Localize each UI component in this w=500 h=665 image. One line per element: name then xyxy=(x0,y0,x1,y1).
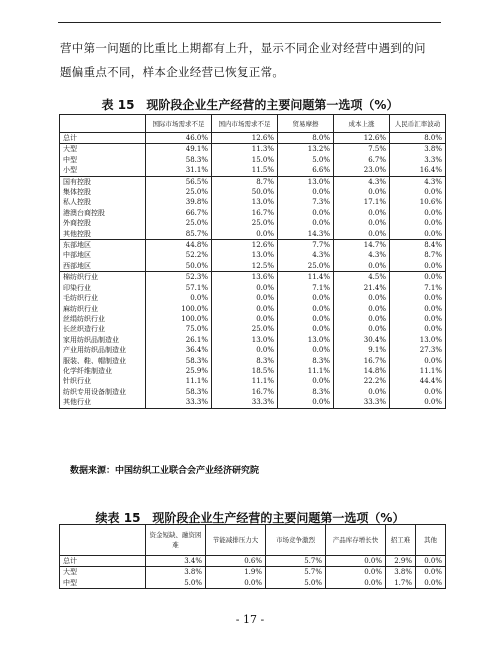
table-cell: 4.3% xyxy=(334,250,390,260)
table-cell: 13.6% xyxy=(212,272,278,283)
table-cell: 0.0% xyxy=(390,208,446,218)
table-cell: 1.7% xyxy=(386,578,416,589)
table-cell: 12.6% xyxy=(334,133,390,144)
table-cell: 0.0% xyxy=(334,261,390,272)
table-cell: 11.4% xyxy=(278,272,334,283)
row-label: 印染行业 xyxy=(60,283,146,293)
table-cell: 0.0% xyxy=(390,356,446,366)
table-cell: 0.0% xyxy=(278,345,334,355)
table-cell: 0.0% xyxy=(146,293,212,303)
table-row xyxy=(60,314,446,324)
table-cell: 0.0% xyxy=(390,293,446,303)
table-cell: 8.7% xyxy=(212,176,278,187)
table-cell: 33.3% xyxy=(334,397,390,408)
table-15-caption: 表 15 现阶段企业生产经营的主要问题第一选项（%） xyxy=(101,98,399,112)
table-cell: 16.4% xyxy=(390,165,446,176)
table-cell: 0.0% xyxy=(212,304,278,314)
table-cell: 5.0% xyxy=(266,578,326,589)
table-15-header-4: 成本上涨 xyxy=(334,115,390,133)
table-cell: 0.0% xyxy=(390,261,446,272)
table-cell: 7.5% xyxy=(334,144,390,155)
table-cell: 14.3% xyxy=(278,229,334,240)
table-cell: 0.0% xyxy=(390,218,446,228)
table-cell: 0.0% xyxy=(212,283,278,293)
table-row xyxy=(60,293,446,303)
table-cell: 0.0% xyxy=(390,397,446,408)
table-cell: 0.0% xyxy=(278,293,334,303)
row-label: 中型 xyxy=(60,155,146,165)
table-row xyxy=(60,208,446,218)
table-cell: 100.0% xyxy=(146,314,212,324)
table-cell: 11.1% xyxy=(390,366,446,376)
table-cell: 0.0% xyxy=(326,556,386,567)
top-rule xyxy=(58,22,441,23)
table-cell: 39.8% xyxy=(146,197,212,207)
table-cell: 14.7% xyxy=(334,240,390,251)
table-cell: 11.1% xyxy=(278,366,334,376)
table-cell: 0.0% xyxy=(212,345,278,355)
table-row xyxy=(60,567,446,578)
table-15 xyxy=(59,114,446,409)
table-cell: 4.3% xyxy=(334,176,390,187)
row-label: 中型 xyxy=(60,578,146,589)
row-label: 丝绢纺织行业 xyxy=(60,314,146,324)
table-cell: 31.1% xyxy=(146,165,212,176)
table-cell: 0.0% xyxy=(326,578,386,589)
row-label: 西部地区 xyxy=(60,261,146,272)
row-label: 服装、鞋、帽制造业 xyxy=(60,356,146,366)
table-cell: 16.7% xyxy=(334,356,390,366)
table-cell: 36.4% xyxy=(146,345,212,355)
row-label: 棉纺织行业 xyxy=(60,272,146,283)
table-row xyxy=(60,376,446,386)
row-label: 港澳台商控股 xyxy=(60,208,146,218)
table-15c-header-5: 招工难 xyxy=(386,525,416,556)
row-label: 东部地区 xyxy=(60,240,146,251)
table-cell: 3.8% xyxy=(390,144,446,155)
table-cell: 6.7% xyxy=(334,155,390,165)
table-15-header-3: 贸易摩擦 xyxy=(278,115,334,133)
table-cell: 58.3% xyxy=(146,387,212,397)
table-row xyxy=(60,556,446,567)
table-cell: 44.8% xyxy=(146,240,212,251)
table-15-header-2: 国内市场需求不足 xyxy=(212,115,278,133)
table-15-continued-caption: 续表 15 现阶段企业生产经营的主要问题第一选项（%） xyxy=(95,511,405,525)
table-cell: 16.7% xyxy=(212,387,278,397)
row-label: 其他控股 xyxy=(60,229,146,240)
table-row xyxy=(60,165,446,176)
table-row xyxy=(60,324,446,334)
page-number: - 17 - xyxy=(235,613,265,626)
table-cell: 8.3% xyxy=(278,356,334,366)
table-cell: 0.0% xyxy=(390,324,446,334)
table-cell: 11.3% xyxy=(212,144,278,155)
table-cell: 0.0% xyxy=(334,304,390,314)
table-cell: 0.0% xyxy=(334,293,390,303)
table-cell: 8.0% xyxy=(278,133,334,144)
table-cell: 85.7% xyxy=(146,229,212,240)
row-label: 针织行业 xyxy=(60,376,146,386)
row-label: 中部地区 xyxy=(60,250,146,260)
table-cell: 17.1% xyxy=(334,197,390,207)
table-cell: 25.0% xyxy=(212,218,278,228)
table-15-continued-body xyxy=(60,556,446,589)
table-cell: 13.0% xyxy=(212,335,278,345)
table-cell: 4.5% xyxy=(334,272,390,283)
table-cell: 15.0% xyxy=(212,155,278,165)
table-cell: 0.6% xyxy=(206,556,266,567)
table-row xyxy=(60,155,446,165)
table-cell: 3.8% xyxy=(146,567,206,578)
table-row xyxy=(60,304,446,314)
table-cell: 13.2% xyxy=(278,144,334,155)
table-row xyxy=(60,144,446,155)
table-cell: 25.0% xyxy=(146,187,212,197)
row-label: 纺织专用设备制造业 xyxy=(60,387,146,397)
table-cell: 7.3% xyxy=(278,197,334,207)
table-row xyxy=(60,250,446,260)
table-cell: 25.0% xyxy=(212,324,278,334)
row-label: 家用纺织品制造业 xyxy=(60,335,146,345)
table-cell: 33.3% xyxy=(212,397,278,408)
table-cell: 12.6% xyxy=(212,133,278,144)
table-cell: 8.7% xyxy=(390,250,446,260)
row-label: 毛纺织行业 xyxy=(60,293,146,303)
table-cell: 10.6% xyxy=(390,197,446,207)
table-cell: 23.0% xyxy=(334,165,390,176)
table-cell: 0.0% xyxy=(416,578,446,589)
table-cell: 4.3% xyxy=(278,250,334,260)
table-cell: 52.2% xyxy=(146,250,212,260)
data-source: 数据来源：中国纺织工业联合会产业经济研究院 xyxy=(70,466,260,476)
table-cell: 0.0% xyxy=(390,229,446,240)
table-cell: 12.6% xyxy=(212,240,278,251)
table-cell: 13.0% xyxy=(278,176,334,187)
table-15c-header-2: 节能减排压力大 xyxy=(206,525,266,556)
table-row xyxy=(60,240,446,251)
table-cell: 0.0% xyxy=(390,314,446,324)
table-cell: 0.0% xyxy=(278,397,334,408)
table-cell: 12.5% xyxy=(212,261,278,272)
table-cell: 0.0% xyxy=(390,187,446,197)
table-cell: 16.7% xyxy=(212,208,278,218)
table-cell: 7.7% xyxy=(278,240,334,251)
table-15-header-1: 国际市场需求不足 xyxy=(146,115,212,133)
table-cell: 46.0% xyxy=(146,133,212,144)
table-cell: 0.0% xyxy=(278,324,334,334)
row-label: 私人控股 xyxy=(60,197,146,207)
table-cell: 0.0% xyxy=(334,314,390,324)
row-label: 总计 xyxy=(60,556,146,567)
table-cell: 26.1% xyxy=(146,335,212,345)
row-label: 大型 xyxy=(60,144,146,155)
table-cell: 0.0% xyxy=(390,272,446,283)
table-cell: 0.0% xyxy=(212,293,278,303)
table-cell: 30.4% xyxy=(334,335,390,345)
paragraph-line-2: 题偏重点不同，样本企业经营已恢复正常。 xyxy=(60,65,285,79)
table-row xyxy=(60,335,446,345)
table-row xyxy=(60,387,446,397)
row-label: 大型 xyxy=(60,567,146,578)
table-cell: 27.3% xyxy=(390,345,446,355)
table-cell: 13.0% xyxy=(212,250,278,260)
table-cell: 7.1% xyxy=(390,283,446,293)
table-15c-header-4: 产品库存增长快 xyxy=(326,525,386,556)
table-row xyxy=(60,133,446,144)
table-cell: 22.2% xyxy=(334,376,390,386)
table-cell: 58.3% xyxy=(146,155,212,165)
row-label: 总计 xyxy=(60,133,146,144)
table-cell: 0.0% xyxy=(334,387,390,397)
table-cell: 0.0% xyxy=(390,387,446,397)
table-cell: 66.7% xyxy=(146,208,212,218)
table-cell: 57.1% xyxy=(146,283,212,293)
table-cell: 0.0% xyxy=(278,314,334,324)
table-15c-header-3: 市场竞争激烈 xyxy=(266,525,326,556)
table-cell: 6.6% xyxy=(278,165,334,176)
table-cell: 58.3% xyxy=(146,356,212,366)
table-cell: 0.0% xyxy=(334,208,390,218)
table-cell: 25.0% xyxy=(146,218,212,228)
table-cell: 18.5% xyxy=(212,366,278,376)
table-cell: 8.3% xyxy=(278,387,334,397)
row-label: 其他行业 xyxy=(60,397,146,408)
table-row xyxy=(60,578,446,589)
table-cell: 5.7% xyxy=(266,567,326,578)
table-row xyxy=(60,176,446,187)
table-cell: 52.3% xyxy=(146,272,212,283)
table-cell: 0.0% xyxy=(390,304,446,314)
table-cell: 0.0% xyxy=(278,208,334,218)
table-cell: 13.0% xyxy=(390,335,446,345)
table-cell: 5.7% xyxy=(266,556,326,567)
table-cell: 11.1% xyxy=(212,376,278,386)
table-15-body xyxy=(60,133,446,409)
table-cell: 0.0% xyxy=(334,218,390,228)
table-row xyxy=(60,356,446,366)
table-15-header-0 xyxy=(60,115,146,133)
table-cell: 3.3% xyxy=(390,155,446,165)
table-row xyxy=(60,197,446,207)
table-row xyxy=(60,366,446,376)
table-cell: 11.5% xyxy=(212,165,278,176)
table-cell: 0.0% xyxy=(416,567,446,578)
table-cell: 50.0% xyxy=(146,261,212,272)
table-cell: 3.4% xyxy=(146,556,206,567)
table-cell: 0.0% xyxy=(334,187,390,197)
table-cell: 0.0% xyxy=(278,218,334,228)
table-cell: 0.0% xyxy=(334,324,390,334)
table-cell: 44.4% xyxy=(390,376,446,386)
table-row xyxy=(60,261,446,272)
table-cell: 8.4% xyxy=(390,240,446,251)
table-cell: 7.1% xyxy=(278,283,334,293)
table-cell: 9.1% xyxy=(334,345,390,355)
table-cell: 25.9% xyxy=(146,366,212,376)
table-cell: 3.8% xyxy=(386,567,416,578)
table-row xyxy=(60,187,446,197)
table-cell: 5.0% xyxy=(146,578,206,589)
row-label: 集体控股 xyxy=(60,187,146,197)
table-cell: 0.0% xyxy=(278,304,334,314)
table-cell: 21.4% xyxy=(334,283,390,293)
row-label: 小型 xyxy=(60,165,146,176)
table-cell: 0.0% xyxy=(212,229,278,240)
row-label: 长丝织造行业 xyxy=(60,324,146,334)
table-15-continued xyxy=(59,524,446,589)
table-cell: 0.0% xyxy=(326,567,386,578)
table-cell: 2.9% xyxy=(386,556,416,567)
table-cell: 0.0% xyxy=(278,376,334,386)
table-cell: 56.5% xyxy=(146,176,212,187)
row-label: 外商控股 xyxy=(60,218,146,228)
table-15c-header-1: 资金短缺、融资困难 xyxy=(146,525,206,556)
table-cell: 14.8% xyxy=(334,366,390,376)
table-cell: 5.0% xyxy=(278,155,334,165)
table-cell: 1.9% xyxy=(206,567,266,578)
row-label: 麻纺织行业 xyxy=(60,304,146,314)
row-label: 化学纤维制造业 xyxy=(60,366,146,376)
table-row xyxy=(60,272,446,283)
table-cell: 75.0% xyxy=(146,324,212,334)
table-cell: 25.0% xyxy=(278,261,334,272)
table-cell: 13.0% xyxy=(212,197,278,207)
table-row xyxy=(60,397,446,408)
table-15c-header-0 xyxy=(60,525,146,556)
table-cell: 0.0% xyxy=(334,229,390,240)
row-label: 国有控股 xyxy=(60,176,146,187)
table-cell: 0.0% xyxy=(416,556,446,567)
table-cell: 50.0% xyxy=(212,187,278,197)
table-cell: 0.0% xyxy=(212,314,278,324)
table-row xyxy=(60,229,446,240)
table-cell: 8.3% xyxy=(212,356,278,366)
table-row xyxy=(60,283,446,293)
table-cell: 100.0% xyxy=(146,304,212,314)
table-cell: 11.1% xyxy=(146,376,212,386)
table-cell: 0.0% xyxy=(278,187,334,197)
table-cell: 49.1% xyxy=(146,144,212,155)
table-cell: 33.3% xyxy=(146,397,212,408)
table-15-header-5: 人民币汇率波动 xyxy=(390,115,446,133)
table-cell: 13.0% xyxy=(278,335,334,345)
table-15c-header-6: 其他 xyxy=(416,525,446,556)
row-label: 产业用纺织品制造业 xyxy=(60,345,146,355)
table-cell: 4.3% xyxy=(390,176,446,187)
paragraph-line-1: 营中第一问题的比重比上期都有上升，显示不同企业对经营中遇到的问 xyxy=(60,41,426,55)
table-cell: 0.0% xyxy=(206,578,266,589)
table-cell: 8.0% xyxy=(390,133,446,144)
table-row xyxy=(60,345,446,355)
table-row xyxy=(60,218,446,228)
